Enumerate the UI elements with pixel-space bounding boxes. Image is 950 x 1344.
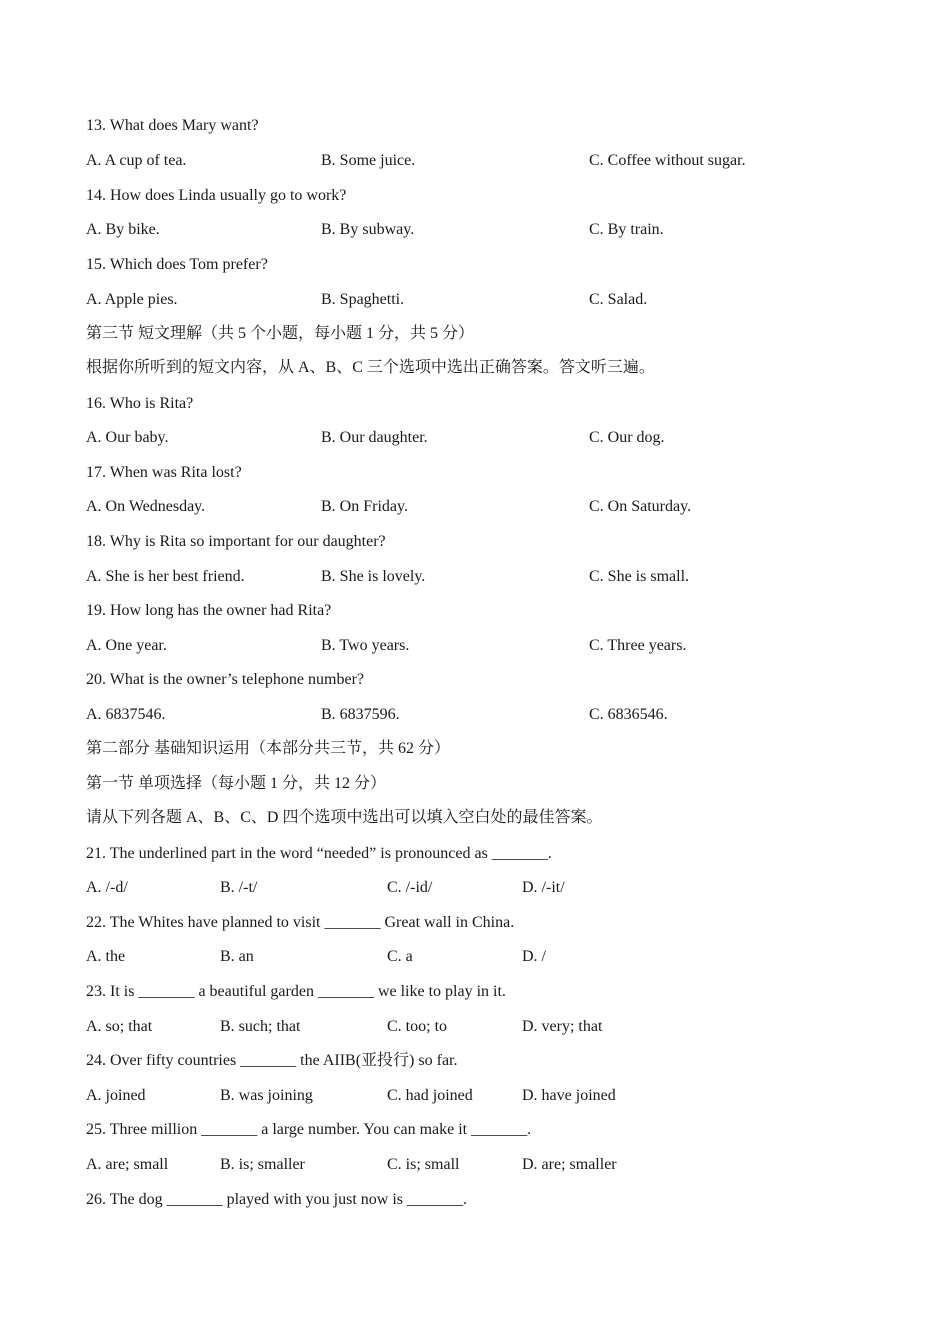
option-b: B. was joining (220, 1087, 313, 1104)
question-20: 20. What is the owner’s telephone number? (86, 671, 364, 688)
section3-title: 第三节 短文理解（共 5 个小题，每小题 1 分，共 5 分） (86, 325, 475, 342)
question-16: 16. Who is Rita? (86, 395, 194, 412)
option-c: C. By train. (589, 221, 664, 238)
question-23: 23. It is _______ a beautiful garden _______ we like to play in it. (86, 983, 506, 1000)
option-c: C. Salad. (589, 291, 648, 308)
option-a: A. are; small (86, 1156, 169, 1173)
option-d: D. have joined (522, 1087, 616, 1104)
option-b: B. She is lovely. (321, 568, 426, 585)
option-d: D. /-it/ (522, 879, 565, 896)
option-d: D. are; smaller (522, 1156, 617, 1173)
part2-section1-title: 第一节 单项选择（每小题 1 分，共 12 分） (86, 775, 387, 792)
option-a: A. Our baby. (86, 429, 169, 446)
option-c: C. too; to (387, 1018, 448, 1035)
question-14: 14. How does Linda usually go to work? (86, 187, 347, 204)
option-c: C. She is small. (589, 568, 690, 585)
option-b: B. By subway. (321, 221, 415, 238)
question-22: 22. The Whites have planned to visit _______ Great wall in China. (86, 914, 515, 931)
question-21: 21. The underlined part in the word “needed” is pronounced as _______. (86, 845, 552, 862)
option-b: B. an (220, 948, 254, 965)
option-c: C. Coffee without sugar. (589, 152, 746, 169)
part2-title: 第二部分 基础知识运用（本部分共三节，共 62 分） (86, 740, 451, 757)
option-a: A. A cup of tea. (86, 152, 187, 169)
section3-instruction: 根据你所听到的短文内容，从 A、B、C 三个选项中选出正确答案。答文听三遍。 (86, 359, 655, 376)
option-d: D. very; that (522, 1018, 603, 1035)
option-b: B. is; smaller (220, 1156, 305, 1173)
option-b: B. such; that (220, 1018, 301, 1035)
option-a: A. so; that (86, 1018, 153, 1035)
question-25: 25. Three million _______ a large number. You can make it _______. (86, 1121, 532, 1138)
option-c: C. 6836546. (589, 706, 668, 723)
option-c: C. had joined (387, 1087, 473, 1104)
part2-section1-instruction: 请从下列各题 A、B、C、D 四个选项中选出可以填入空白处的最佳答案。 (86, 809, 603, 826)
option-b: B. On Friday. (321, 498, 408, 515)
question-13: 13. What does Mary want? (86, 117, 259, 134)
option-b: B. Our daughter. (321, 429, 428, 446)
option-c: C. is; small (387, 1156, 460, 1173)
option-a: A. She is her best friend. (86, 568, 245, 585)
option-a: A. One year. (86, 637, 167, 654)
option-a: A. /-d/ (86, 879, 128, 896)
option-d: D. / (522, 948, 546, 965)
question-24: 24. Over fifty countries _______ the AIIB(亚投行) so far. (86, 1052, 458, 1069)
option-a: A. joined (86, 1087, 146, 1104)
option-a: A. On Wednesday. (86, 498, 206, 515)
question-19: 19. How long has the owner had Rita? (86, 602, 332, 619)
option-b: B. Two years. (321, 637, 410, 654)
option-a: A. 6837546. (86, 706, 166, 723)
question-17: 17. When was Rita lost? (86, 464, 242, 481)
option-a: A. the (86, 948, 126, 965)
option-c: C. /-id/ (387, 879, 433, 896)
option-c: C. Our dog. (589, 429, 665, 446)
option-a: A. Apple pies. (86, 291, 178, 308)
question-26: 26. The dog _______ played with you just now is _______. (86, 1191, 468, 1208)
option-b: B. Some juice. (321, 152, 416, 169)
option-b: B. 6837596. (321, 706, 400, 723)
option-b: B. Spaghetti. (321, 291, 405, 308)
option-c: C. a (387, 948, 413, 965)
option-b: B. /-t/ (220, 879, 258, 896)
option-c: C. Three years. (589, 637, 687, 654)
question-15: 15. Which does Tom prefer? (86, 256, 268, 273)
option-a: A. By bike. (86, 221, 160, 238)
option-c: C. On Saturday. (589, 498, 692, 515)
question-18: 18. Why is Rita so important for our daughter? (86, 533, 386, 550)
